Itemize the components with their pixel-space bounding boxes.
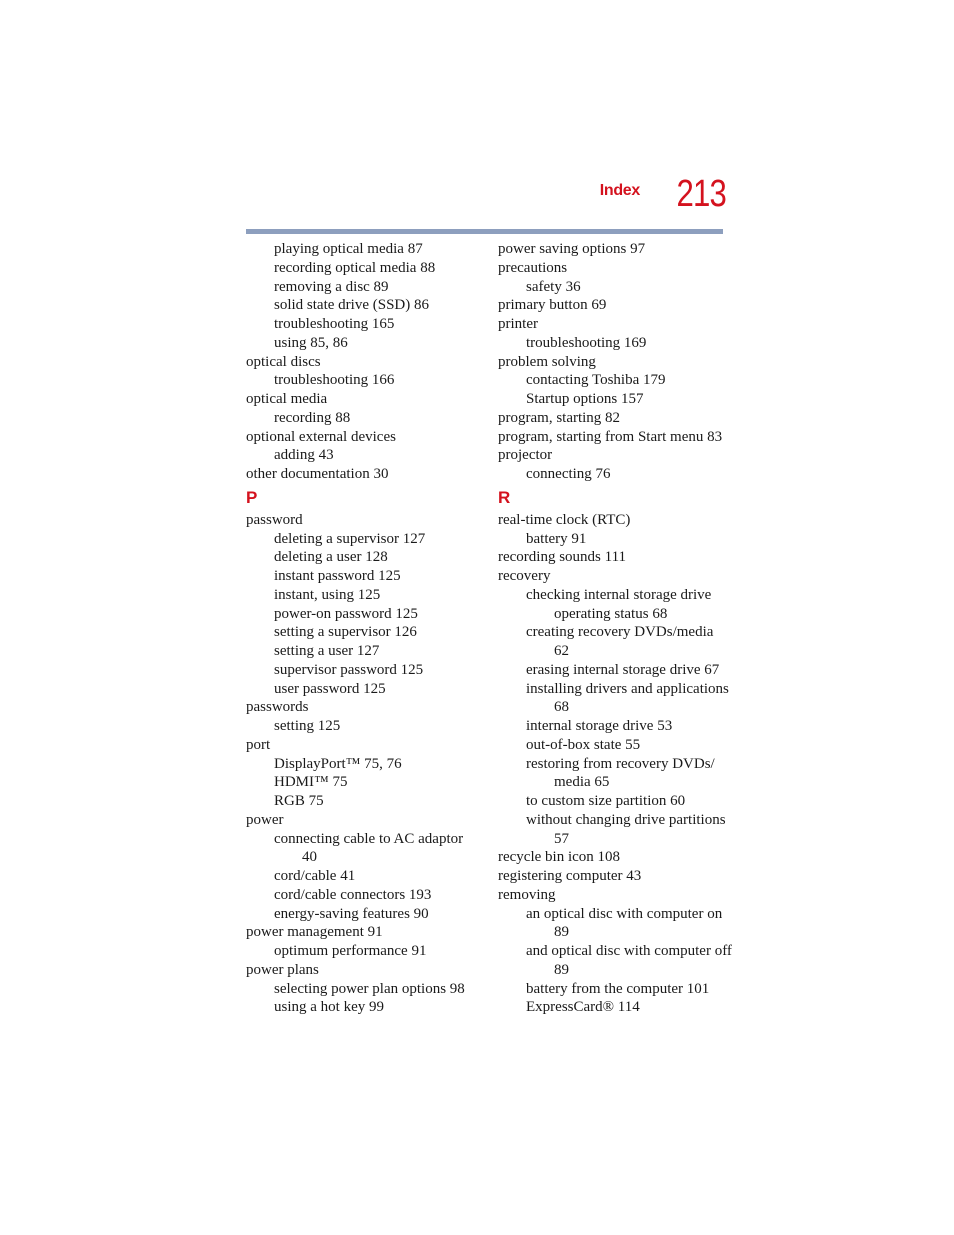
index-entry: other documentation 30 (246, 466, 389, 482)
index-subentry: selecting power plan options 98 (274, 980, 465, 997)
index-subentry: power-on password 125 (274, 605, 418, 622)
index-subentry: checking internal storage drive (526, 586, 712, 603)
index-subentry: Startup options 157 (526, 391, 644, 407)
index-subentry: media 65 (554, 774, 610, 791)
index-entry: real-time clock (RTC) (498, 511, 631, 528)
section-title: Index (599, 182, 640, 199)
index-subentry: 57 (554, 830, 569, 847)
index-subentry: recording optical media 88 (274, 259, 436, 276)
index-subentry: 62 (554, 643, 569, 659)
header-rule (246, 229, 723, 234)
index-subentry: battery from the computer 101 (526, 980, 710, 997)
index-letter-heading: R (498, 487, 511, 507)
index-subentry: 89 (554, 924, 569, 941)
index-subentry: ExpressCard® 114 (526, 999, 640, 1016)
index-entry: precautions (498, 259, 568, 276)
index-entry: optional external devices (246, 428, 396, 445)
index-subentry: erasing internal storage drive 67 (526, 661, 720, 678)
index-subentry: an optical disc with computer on (526, 905, 723, 922)
index-entry: optical media (246, 391, 328, 407)
index-subentry: setting 125 (274, 718, 341, 734)
index-subentry: DisplayPort™ 75, 76 (274, 755, 402, 772)
index-subentry: troubleshooting 166 (274, 372, 395, 389)
index-subentry: deleting a user 128 (274, 549, 388, 566)
index-subentry: energy-saving features 90 (274, 905, 429, 922)
index-subentry: internal storage drive 53 (526, 718, 673, 734)
index-subentry: cord/cable 41 (274, 868, 356, 884)
index-subentry: using 85, 86 (274, 334, 348, 351)
index-subentry: instant password 125 (274, 568, 401, 584)
index-subentry: creating recovery DVDs/media (526, 624, 714, 641)
index-subentry: connecting cable to AC adaptor (274, 830, 464, 847)
index-entry: power management 91 (246, 924, 383, 941)
index-entry: passwords (246, 699, 309, 716)
index-letter-heading: P (246, 487, 258, 507)
index-entry: problem solving (498, 353, 596, 370)
index-subentry: operating status 68 (554, 605, 668, 622)
page-number: 213 (676, 173, 726, 215)
index-subentry: setting a user 127 (274, 643, 380, 659)
index-subentry: instant, using 125 (274, 586, 381, 603)
index-subentry: cord/cable connectors 193 (274, 886, 432, 903)
index-entry: power saving options 97 (498, 241, 646, 257)
index-entry: program, starting from Start menu 83 (498, 428, 723, 445)
index-subentry: playing optical media 87 (274, 241, 423, 257)
index-entry: removing (498, 886, 556, 903)
index-subentry: adding 43 (274, 447, 334, 464)
index-entry: printer (498, 316, 538, 332)
index-subentry: to custom size partition 60 (526, 793, 686, 809)
index-subentry: user password 125 (274, 680, 386, 697)
index-subentry: removing a disc 89 (274, 278, 389, 295)
index-subentry: deleting a supervisor 127 (274, 530, 426, 547)
index-entry: port (246, 736, 271, 753)
index-subentry: safety 36 (526, 278, 581, 295)
index-entry: registering computer 43 (498, 868, 642, 884)
index-subentry: 68 (554, 699, 569, 716)
index-entry: primary button 69 (498, 297, 607, 314)
index-subentry: optimum performance 91 (274, 943, 427, 959)
index-subentry: 89 (554, 961, 569, 978)
index-subentry: installing drivers and applications (526, 680, 729, 697)
index-column-right (498, 240, 732, 1017)
index-entry: program, starting 82 (498, 409, 621, 426)
index-subentry: troubleshooting 169 (526, 334, 647, 351)
index-subentry: setting a supervisor 126 (274, 624, 417, 641)
index-entry: recovery (498, 568, 551, 584)
index-subentry: battery 91 (526, 530, 587, 547)
index-entry: power (246, 811, 284, 828)
index-subentry: without changing drive partitions (526, 811, 726, 828)
index-subentry: supervisor password 125 (274, 661, 424, 678)
index-subentry: troubleshooting 165 (274, 316, 395, 332)
index-subentry: RGB 75 (274, 793, 324, 809)
index-column-left (246, 240, 478, 1017)
index-subentry: HDMI™ 75 (274, 774, 348, 791)
index-subentry: connecting 76 (526, 466, 611, 482)
index-subentry: restoring from recovery DVDs/ (526, 755, 715, 772)
index-subentry: contacting Toshiba 179 (526, 372, 666, 389)
index-entry: optical discs (246, 353, 321, 370)
index-subentry: solid state drive (SSD) 86 (274, 297, 429, 314)
index-subentry: out-of-box state 55 (526, 736, 641, 753)
index-subentry: using a hot key 99 (274, 999, 384, 1016)
index-subentry: 40 (302, 849, 317, 866)
index-entry: power plans (246, 961, 319, 978)
index-entry: password (246, 511, 303, 528)
index-subentry: and optical disc with computer off (526, 943, 732, 959)
index-entry: projector (498, 447, 553, 464)
index-subentry: recording 88 (274, 409, 351, 426)
index-entry: recording sounds 111 (498, 549, 627, 566)
index-entry: recycle bin icon 108 (498, 849, 621, 866)
